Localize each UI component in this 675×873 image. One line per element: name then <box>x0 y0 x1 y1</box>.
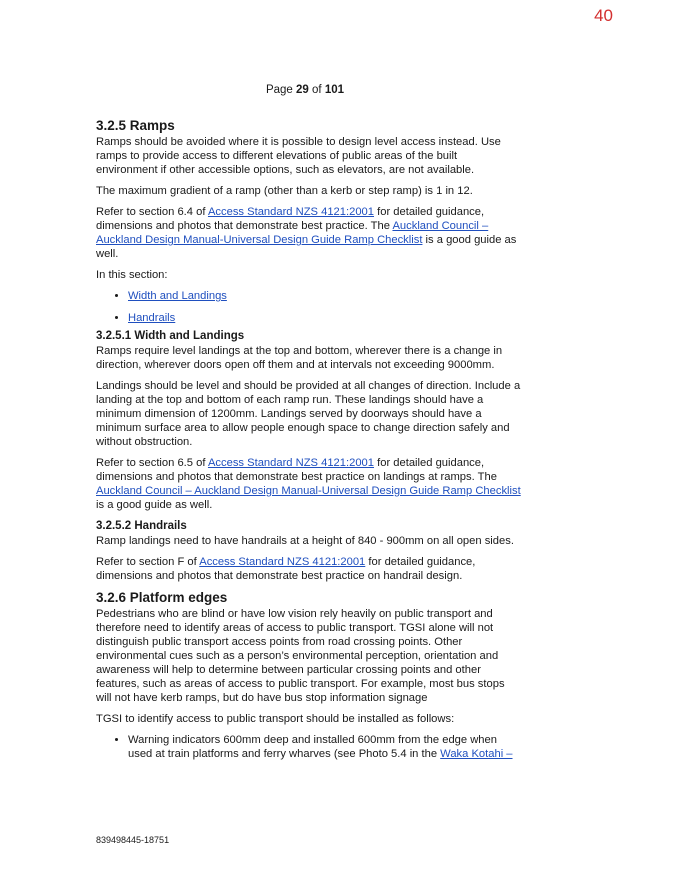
auckland-checklist-link[interactable]: Auckland Council – Auckland Design Manual-Universal Design Guide Ramp Checklist <box>96 220 489 246</box>
ramps-reference-paragraph <box>96 205 521 261</box>
section-heading-platform-edges: 3.2.6 Platform edges <box>96 590 228 605</box>
ramps-gradient-paragraph: The maximum gradient of a ramp (other than a kerb or step ramp) is 1 in 12. <box>96 185 473 197</box>
ramps-ref-text-b: for detailed guidance, dimensions and photos that demonstrate best practice. The <box>96 206 485 232</box>
section-links-list <box>96 289 521 325</box>
list-item <box>128 289 521 303</box>
landings-paragraph-2: Landings should be level and should be provided at all changes of direction. Include a landing at the top and bottom of each ramp run. These landings should have a minimum dimension of 1200mm. Landings served by doorways should have a minimum surface area to allow people enough space to change direction safely and without obstruction. <box>96 380 521 448</box>
access-standard-link[interactable]: Access Standard NZS 4121:2001 <box>207 457 375 469</box>
handrails-paragraph-1: Ramp landings need to have handrails at a height of 840 - 900mm on all open sides. <box>96 535 514 547</box>
document-id: 839498445-18751 <box>96 835 170 845</box>
page-current: 29 <box>296 84 309 96</box>
landings-ref-text-a: Refer to section 6.5 of <box>96 457 208 469</box>
corner-page-number: 40 <box>594 6 613 25</box>
bullet-text: Warning indicators 600mm deep and installed 600mm from the edge when used at train platforms and ferry wharves (see Photo 5.4 in the <box>128 734 497 760</box>
section-heading-width-landings: 3.2.5.1 Width and Landings <box>96 330 245 342</box>
ramps-ref-text-c: is a good guide as well. <box>96 234 517 260</box>
landings-reference-paragraph <box>96 456 521 512</box>
platform-paragraph-1: Pedestrians who are blind or have low vision rely heavily on public transport and therefore need to identify areas of access to public transport. TGSI alone will not distinguish public transport access points from road crossing points. Other environmental cues such as a person’s environmental perception, orientation and awareness will help to determine between particular crossing points and other features, such as areas of access to public transport. For example, most bus stops will not have kerb ramps, but do have bus stop information signage <box>96 608 505 704</box>
section-heading-ramps: 3.2.5 Ramps <box>96 118 175 133</box>
section-heading-handrails: 3.2.5.2 Handrails <box>96 520 187 532</box>
access-standard-link[interactable]: Access Standard NZS 4121:2001 <box>207 206 375 218</box>
landings-paragraph-1: Ramps require level landings at the top and bottom, wherever there is a change in direction, wherever doors open off them and at intervals not exceeding 9000mm. <box>96 345 503 371</box>
list-item <box>128 311 521 325</box>
list-item <box>128 733 521 761</box>
page-prefix: Page <box>265 84 293 96</box>
in-this-section-label: In this section: <box>96 269 168 281</box>
waka-kotahi-link[interactable]: Waka Kotahi – <box>440 748 513 760</box>
document-body <box>96 118 521 765</box>
ramps-ref-text-a: Refer to section 6.4 of <box>96 206 208 218</box>
handrails-ref-text-b: for detailed guidance, dimensions and photos that demonstrate best practice on handrail design. <box>96 556 476 582</box>
handrails-ref-text-a: Refer to section F of <box>96 556 200 568</box>
handrails-reference-paragraph <box>96 555 521 583</box>
landings-ref-text-b: for detailed guidance, dimensions and photos that demonstrate best practice on landings at ramps. The <box>96 457 497 483</box>
landings-ref-text-c: is a good guide as well. <box>96 499 213 511</box>
access-standard-link[interactable]: Access Standard NZS 4121:2001 <box>199 556 366 568</box>
width-and-landings-link[interactable]: Width and Landings <box>128 290 227 302</box>
auckland-checklist-link[interactable]: Auckland Council – Auckland Design Manual-Universal Design Guide Ramp Checklist <box>96 485 521 497</box>
page-counter <box>0 84 610 96</box>
platform-bullet-list <box>96 733 521 761</box>
platform-paragraph-2: TGSI to identify access to public transport should be installed as follows: <box>96 713 455 725</box>
page-total: 101 <box>324 84 345 96</box>
page-of: of <box>312 84 322 96</box>
handrails-link[interactable]: Handrails <box>128 312 176 324</box>
ramps-intro-paragraph: Ramps should be avoided where it is possible to design level access instead. Use ramps to provide access to different elevations of public areas of the built environment if other accessible options, such as elevators, are not available. <box>96 136 501 176</box>
